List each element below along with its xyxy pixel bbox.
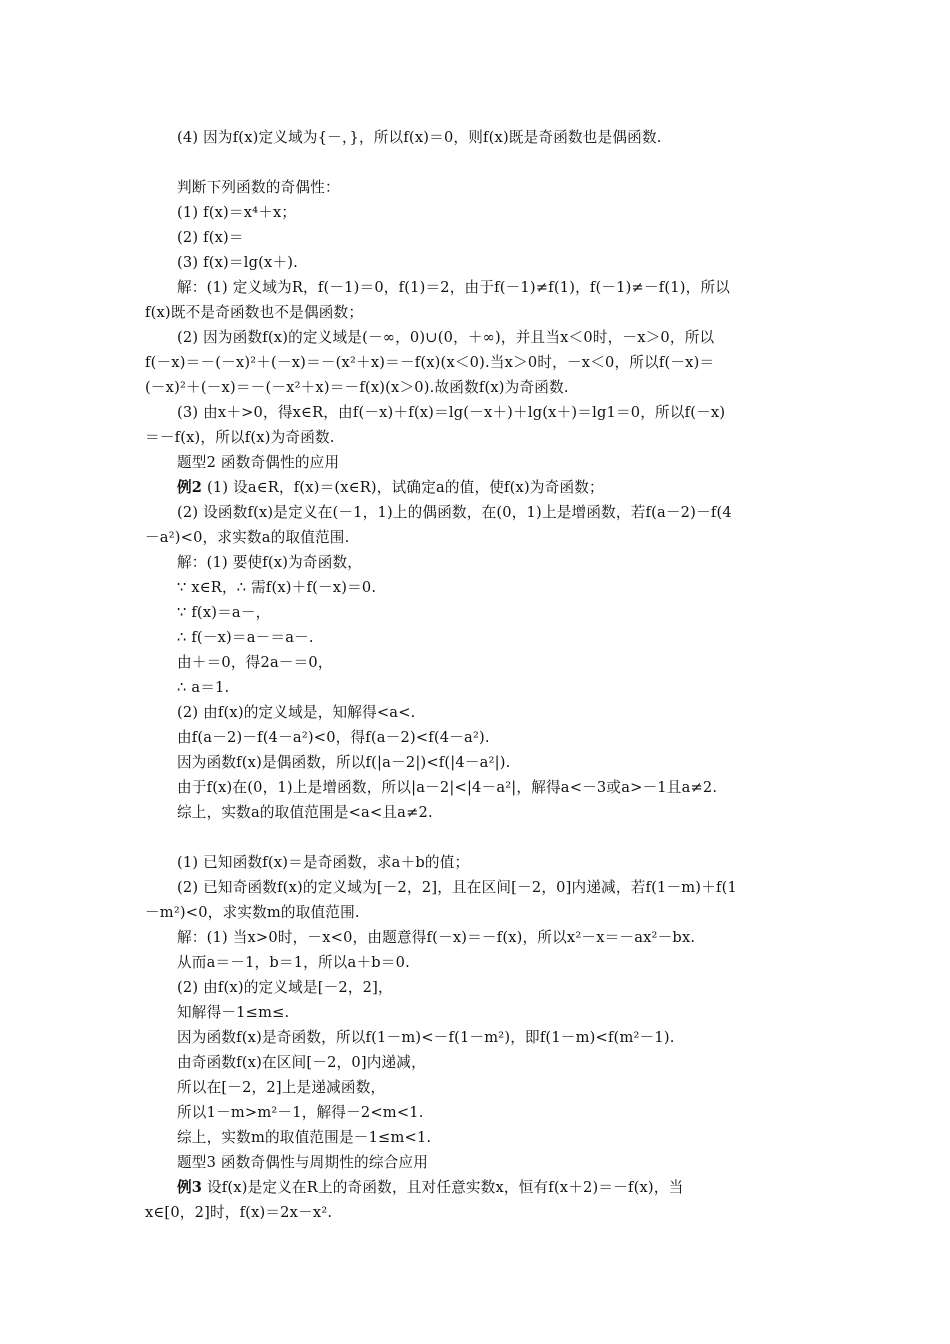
text-line: ∴ a＝1. [177,679,230,696]
example-label: 例3 [177,1179,203,1196]
text-line: 由奇函数f(x)在区间[－2，0]内递减， [177,1054,426,1071]
text-line: 解：(1) 要使f(x)为奇函数， [177,554,363,571]
text-line: 解：(1) 定义域为R，f(－1)＝0，f(1)＝2，由于f(－1)≠f(1)，f(－1)≠－f(1)，所以 [177,279,731,296]
text-line: 从而a＝－1，b＝1，所以a＋b＝0. [177,954,410,971]
text-line: (2) 已知奇函数f(x)的定义域为[－2，2]，且在区间[－2，0]内递减，若f(1－m)＋f(1 [177,879,737,896]
text-line: 因为函数f(x)是偶函数，所以f(|a－2|)<f(|4－a²|). [177,754,511,771]
text-line: (2) 由f(x)的定义域是[－2，2]， [177,979,393,996]
text-line: 知解得－1≤m≤. [177,1004,290,1021]
section-heading: 题型2 函数奇偶性的应用 [177,454,340,471]
section-heading: 题型3 函数奇偶性与周期性的综合应用 [177,1154,429,1171]
example-text: 设f(x)是定义在R上的奇函数，且对任意实数x，恒有f(x＋2)＝－f(x)，当 [202,1179,684,1196]
text-line: －m²)<0，求实数m的取值范围. [145,904,360,921]
text-line: 判断下列函数的奇偶性： [177,179,340,196]
text-line: (－x)²＋(－x)＝－(－x²＋x)＝－f(x)(x＞0).故函数f(x)为奇函数. [145,379,569,396]
text-line: 所以在[－2，2]上是递减函数， [177,1079,386,1096]
text-line: －a²)<0，求实数a的取值范围. [145,529,350,546]
text-line: (1) f(x)＝x⁴＋x； [177,204,297,221]
example-line [177,1177,683,1199]
text-line: ∵ f(x)＝a－， [177,604,271,621]
text-line: (2) 设函数f(x)是定义在(－1，1)上的偶函数，在(0，1)上是增函数，若f(a－2)－f(4 [177,504,732,521]
text-line: (2) f(x)＝ [177,229,244,246]
text-line: (3) 由x＋>0，得x∈R，由f(－x)＋f(x)＝lg(－x＋)＋lg(x＋)＝lg1＝0，所以f(－x) [177,404,726,421]
text-line: (2) 因为函数f(x)的定义域是(－∞，0)∪(0，＋∞)，并且当x＜0时，－x＞0，所以 [177,329,715,346]
text-line: 解：(1) 当x>0时，－x<0，由题意得f(－x)＝－f(x)，所以x²－x＝－ax²－bx. [177,929,696,946]
example-text: (1) 设a∈R，f(x)＝(x∈R)，试确定a的值，使f(x)为奇函数； [202,479,604,496]
text-line: ＝－f(x)，所以f(x)为奇函数. [145,429,335,446]
text-line: 因为函数f(x)是奇函数，所以f(1－m)<－f(1－m²)，即f(1－m)<f(m²－1). [177,1029,675,1046]
example-label: 例2 [177,479,203,496]
text-line: 综上，实数m的取值范围是－1≤m<1. [177,1129,432,1146]
text-line: (2) 由f(x)的定义域是，知解得<a<. [177,704,416,721]
text-line: (4) 因为f(x)定义域为{－，}，所以f(x)＝0，则f(x)既是奇函数也是偶函数. [177,129,662,146]
text-line: ∵ x∈R，∴ 需f(x)＋f(－x)＝0. [177,579,377,596]
text-line: (1) 已知函数f(x)＝是奇函数，求a＋b的值； [177,854,470,871]
text-line: ∴ f(－x)＝a－＝a－. [177,629,314,646]
example-line [177,477,604,499]
text-line: 由于f(x)在(0，1)上是增函数，所以|a－2|<|4－a²|，解得a<－3或a>－1且a≠2. [177,779,718,796]
text-line: 所以1－m>m²－1，解得－2<m<1. [177,1104,424,1121]
text-line: 由f(a－2)－f(4－a²)<0，得f(a－2)<f(4－a²). [177,729,490,746]
text-line: x∈[0，2]时，f(x)＝2x－x². [145,1204,333,1221]
text-line: f(x)既不是奇函数也不是偶函数； [145,304,364,321]
text-line: (3) f(x)＝lg(x＋). [177,254,298,271]
text-line: f(－x)＝－(－x)²＋(－x)＝－(x²＋x)＝－f(x)(x＜0).当x＞0时，－x＜0，所以f(－x)＝ [145,354,715,371]
text-line: 综上，实数a的取值范围是<a<且a≠2. [177,804,433,821]
text-line: 由＋＝0，得2a－＝0， [177,654,333,671]
